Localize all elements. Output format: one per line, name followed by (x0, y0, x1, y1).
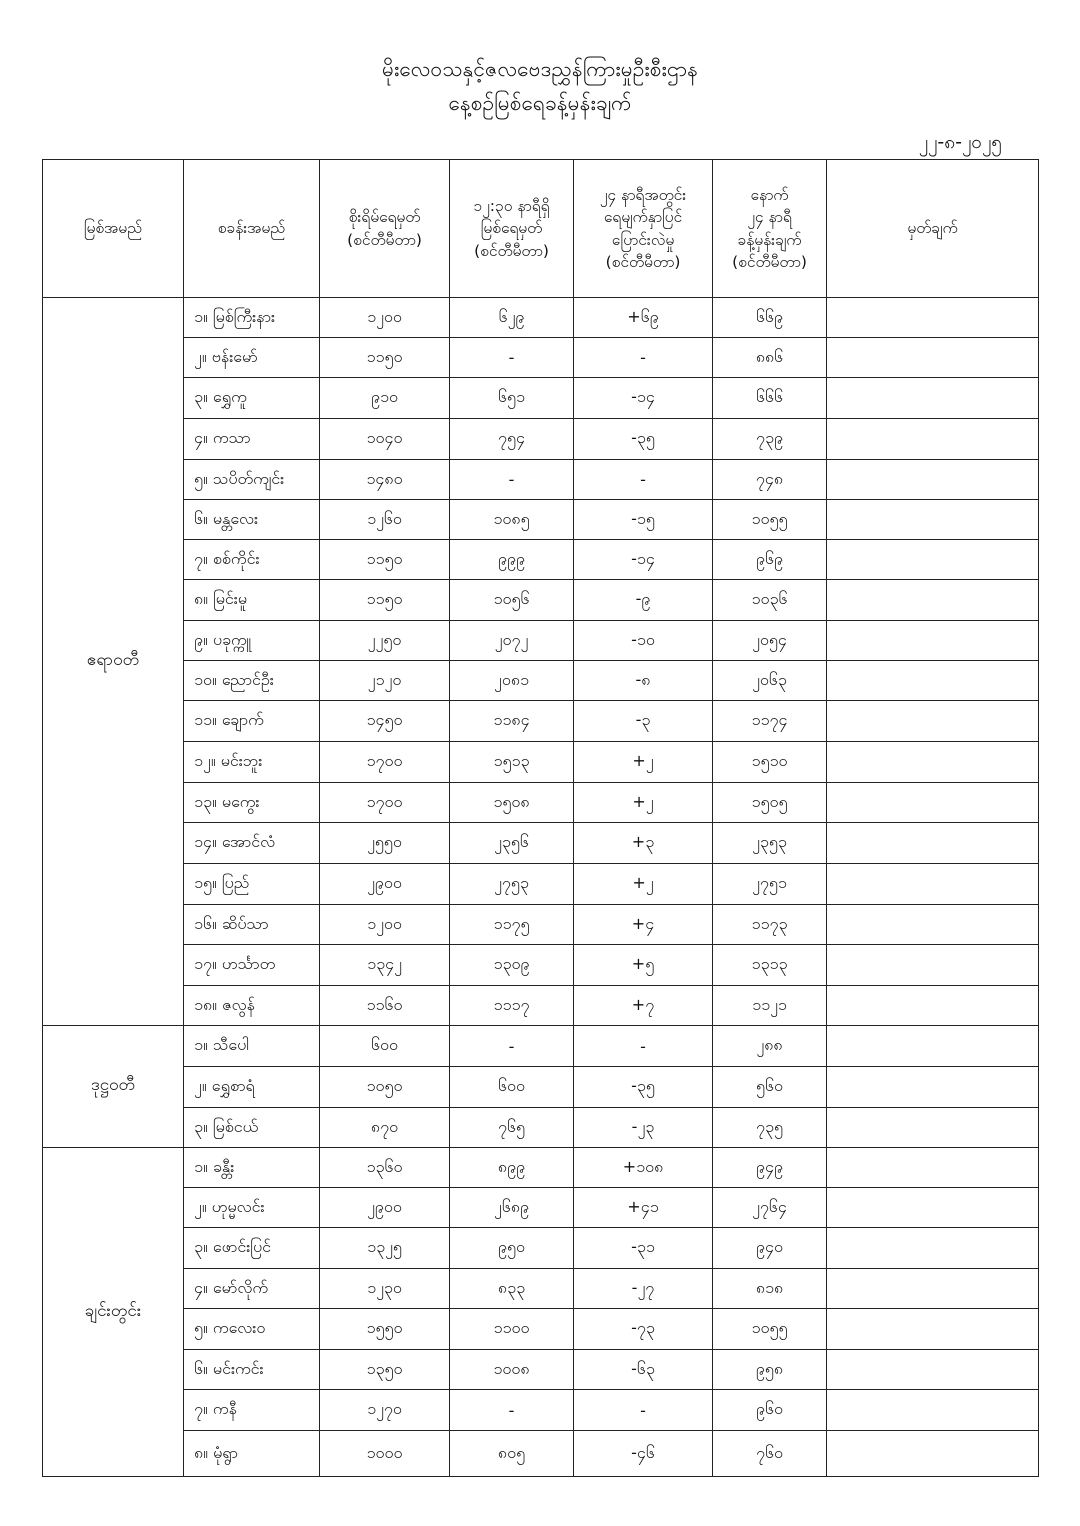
danger-level-cell: ၈၇၀ (320, 1108, 450, 1148)
current-level-cell: ၁၁၈၄ (450, 701, 574, 742)
danger-level-cell: ၂၁၂၀ (320, 661, 450, 701)
current-level-cell: ၇၆၅ (450, 1108, 574, 1148)
station-name-cell: ၉။ ပခုက္ကူ (184, 621, 320, 661)
current-level-cell: ၁၁၁၇ (450, 986, 574, 1026)
station-name-cell: ၁၃။ မကွေး (184, 783, 320, 823)
remarks-cell (827, 298, 1039, 338)
station-name-cell: ၁။ မြစ်ကြီးနား (184, 298, 320, 338)
col-river-header: မြစ်အမည် (43, 160, 184, 298)
header-row (43, 160, 1039, 298)
station-name-cell: ၁။ ခန္တီး (184, 1148, 320, 1188)
station-name-cell: ၃။ ရွှေကူ (184, 378, 320, 419)
danger-level-cell: ၁၁၅၀ (320, 580, 450, 621)
forecast-cell: ၅၆၀ (713, 1067, 827, 1108)
table-row (43, 945, 1039, 986)
current-level-cell: ၈၀၅ (450, 1431, 574, 1477)
current-level-cell: - (450, 1026, 574, 1067)
forecast-cell: ၈၈၆ (713, 338, 827, 378)
level-change-cell: -၂၇ (574, 1269, 713, 1309)
table-row (43, 905, 1039, 945)
danger-level-cell: ၁၄၈၀ (320, 460, 450, 500)
forecast-cell: ၂၃၅၃ (713, 823, 827, 864)
danger-level-cell: ၁၀၅၀ (320, 1067, 450, 1108)
forecast-cell: ၁၀၅၅ (713, 1309, 827, 1350)
level-change-cell: +၅ (574, 945, 713, 986)
remarks-cell (827, 1228, 1039, 1269)
remarks-cell (827, 1026, 1039, 1067)
current-level-cell: ၈၃၃ (450, 1269, 574, 1309)
danger-level-cell: ၂၂၅၀ (320, 621, 450, 661)
table-row (43, 580, 1039, 621)
col-forecast-header: နောက် ၂၄ နာရီ ခန့်မှန်းချက် (စင်တီမီတာ) (713, 160, 827, 298)
forecast-cell: ၉၄၉ (713, 1148, 827, 1188)
table-row (43, 1148, 1039, 1188)
remarks-cell (827, 338, 1039, 378)
table-row (43, 1350, 1039, 1390)
level-change-cell: - (574, 338, 713, 378)
remarks-cell (827, 378, 1039, 419)
table-row (43, 1188, 1039, 1228)
forecast-table (42, 159, 1039, 1477)
table-row (43, 1390, 1039, 1431)
danger-level-cell: ၆၀၀ (320, 1026, 450, 1067)
forecast-cell: ၁၀၃၆ (713, 580, 827, 621)
table-row (43, 540, 1039, 580)
remarks-cell (827, 1350, 1039, 1390)
page-subtitle: နေ့စဉ်မြစ်ရေခန့်မှန်းချက် (448, 91, 632, 115)
current-level-cell: ၂၃၅၆ (450, 823, 574, 864)
danger-level-cell: ၁၀၄၀ (320, 419, 450, 460)
level-change-cell: -၁၅ (574, 500, 713, 540)
forecast-cell: ၁၁၇၄ (713, 701, 827, 742)
remarks-cell (827, 864, 1039, 905)
forecast-cell: ၂၇၅၁ (713, 864, 827, 905)
table-body (43, 298, 1039, 1477)
current-level-cell: ၁၃၀၉ (450, 945, 574, 986)
danger-level-cell: ၁၇၀၀ (320, 783, 450, 823)
forecast-cell: ၈၁၈ (713, 1269, 827, 1309)
level-change-cell: -၃၅ (574, 1067, 713, 1108)
current-level-cell: ၁၀၈၅ (450, 500, 574, 540)
table-row (43, 701, 1039, 742)
station-name-cell: ၁၁။ ချောက် (184, 701, 320, 742)
forecast-cell: ၉၅၈ (713, 1350, 827, 1390)
current-level-cell: ၁၀၅၆ (450, 580, 574, 621)
level-change-cell: - (574, 1026, 713, 1067)
remarks-cell (827, 1188, 1039, 1228)
danger-level-cell: ၁၅၅၀ (320, 1309, 450, 1350)
forecast-cell: ၉၆၀ (713, 1390, 827, 1431)
current-level-cell: - (450, 460, 574, 500)
level-change-cell: +၂ (574, 864, 713, 905)
forecast-cell: ၁၅၀၅ (713, 783, 827, 823)
danger-level-cell: ၁၁၆၀ (320, 986, 450, 1026)
col-change-header: ၂၄ နာရီအတွင်း ရေမျက်နှာပြင် ပြောင်းလဲမှု (စင်တီမီတာ) (574, 160, 713, 298)
table-row (43, 986, 1039, 1026)
forecast-cell: ၇၃၉ (713, 419, 827, 460)
danger-level-cell: ၁၁၅၀ (320, 540, 450, 580)
river-name-cell: ဒုဋ္ဌဝတီ (43, 1026, 184, 1148)
danger-level-cell: ၉၁၀ (320, 378, 450, 419)
remarks-cell (827, 1148, 1039, 1188)
col-remarks-header: မှတ်ချက် (827, 160, 1039, 298)
current-level-cell: ၂၀၇၂ (450, 621, 574, 661)
station-name-cell: ၇။ ကနီ (184, 1390, 320, 1431)
forecast-cell: ၁၁၇၃ (713, 905, 827, 945)
level-change-cell: +၄ (574, 905, 713, 945)
col-station-header: စခန်းအမည် (184, 160, 320, 298)
level-change-cell: +၃ (574, 823, 713, 864)
current-level-cell: ၁၅၁၃ (450, 742, 574, 783)
remarks-cell (827, 661, 1039, 701)
forecast-cell: ၁၁၂၁ (713, 986, 827, 1026)
current-level-cell: ၂၇၅၃ (450, 864, 574, 905)
remarks-cell (827, 419, 1039, 460)
level-change-cell: -၆၃ (574, 1350, 713, 1390)
danger-level-cell: ၁၂၀၀ (320, 905, 450, 945)
current-level-cell: ၈၉၉ (450, 1148, 574, 1188)
level-change-cell: -၁၄ (574, 378, 713, 419)
level-change-cell: - (574, 460, 713, 500)
station-name-cell: ၅။ သပိတ်ကျင်း (184, 460, 320, 500)
remarks-cell (827, 1309, 1039, 1350)
forecast-cell: ၆၆၆ (713, 378, 827, 419)
current-level-cell: - (450, 1390, 574, 1431)
table-row (43, 661, 1039, 701)
col-current-level-header: ၁၂:၃၀ နာရီရှိ မြစ်ရေမှတ် (စင်တီမီတာ) (450, 160, 574, 298)
danger-level-cell: ၁၇၀၀ (320, 742, 450, 783)
station-name-cell: ၅။ ကလေးဝ (184, 1309, 320, 1350)
current-level-cell: ၇၅၄ (450, 419, 574, 460)
table-row (43, 1067, 1039, 1108)
remarks-cell (827, 945, 1039, 986)
level-change-cell: -၃၅ (574, 419, 713, 460)
level-change-cell: +၄၁ (574, 1188, 713, 1228)
station-name-cell: ၂။ ဗန်းမော် (184, 338, 320, 378)
remarks-cell (827, 500, 1039, 540)
remarks-cell (827, 1431, 1039, 1477)
remarks-cell (827, 742, 1039, 783)
danger-level-cell: ၁၃၅၀ (320, 1350, 450, 1390)
table-row (43, 783, 1039, 823)
remarks-cell (827, 1067, 1039, 1108)
page-title: မိုးလေဝသနှင့်ဇလဗေဒညွှန်ကြားမှုဦးစီးဌာန (381, 57, 699, 81)
danger-level-cell: ၂၉၀၀ (320, 1188, 450, 1228)
level-change-cell: -၂၃ (574, 1108, 713, 1148)
remarks-cell (827, 986, 1039, 1026)
level-change-cell: +၁၀၈ (574, 1148, 713, 1188)
station-name-cell: ၁၀။ ညောင်ဦး (184, 661, 320, 701)
remarks-cell (827, 580, 1039, 621)
remarks-cell (827, 783, 1039, 823)
danger-level-cell: ၁၂၇၀ (320, 1390, 450, 1431)
current-level-cell: ၆၂၉ (450, 298, 574, 338)
danger-level-cell: ၂၉၀၀ (320, 864, 450, 905)
current-level-cell: ၉၉၉ (450, 540, 574, 580)
station-name-cell: ၁၇။ ဟင်္သာတ (184, 945, 320, 986)
current-level-cell: ၂၀၈၁ (450, 661, 574, 701)
station-name-cell: ၂။ ဟုမ္မလင်း (184, 1188, 320, 1228)
table-row (43, 823, 1039, 864)
col-danger-level-header: စိုးရိမ်ရေမှတ် (စင်တီမီတာ) (320, 160, 450, 298)
table-row (43, 1269, 1039, 1309)
danger-level-cell: ၁၂၀၀ (320, 298, 450, 338)
forecast-cell: ၉၆၉ (713, 540, 827, 580)
station-name-cell: ၁၄။ အောင်လံ (184, 823, 320, 864)
level-change-cell: -၈ (574, 661, 713, 701)
remarks-cell (827, 823, 1039, 864)
level-change-cell: -၇၃ (574, 1309, 713, 1350)
current-level-cell: ၉၅၀ (450, 1228, 574, 1269)
remarks-cell (827, 701, 1039, 742)
forecast-cell: ၇၄၈ (713, 460, 827, 500)
station-name-cell: ၈။ မုံရွာ (184, 1431, 320, 1477)
level-change-cell: - (574, 1390, 713, 1431)
current-level-cell: ၁၁၀၀ (450, 1309, 574, 1350)
forecast-cell: ၂၈၈ (713, 1026, 827, 1067)
remarks-cell (827, 540, 1039, 580)
forecast-cell: ၇၃၅ (713, 1108, 827, 1148)
station-name-cell: ၂။ ရွှေစာရံ (184, 1067, 320, 1108)
table-row (43, 1228, 1039, 1269)
forecast-cell: ၁၅၁၀ (713, 742, 827, 783)
current-level-cell: ၁၁၇၅ (450, 905, 574, 945)
current-level-cell: ၆၀၀ (450, 1067, 574, 1108)
river-name-cell: ချင်းတွင်း (43, 1148, 184, 1477)
table-row (43, 378, 1039, 419)
forecast-cell: ၉၄၀ (713, 1228, 827, 1269)
station-name-cell: ၇။ စစ်ကိုင်း (184, 540, 320, 580)
table-row (43, 1431, 1039, 1477)
level-change-cell: -၁၀ (574, 621, 713, 661)
river-name-cell: ဧရာဝတီ (43, 298, 184, 1026)
table-row (43, 419, 1039, 460)
remarks-cell (827, 1108, 1039, 1148)
danger-level-cell: ၂၅၅၀ (320, 823, 450, 864)
remarks-cell (827, 905, 1039, 945)
table-row (43, 1309, 1039, 1350)
level-change-cell: -၉ (574, 580, 713, 621)
table-row (43, 338, 1039, 378)
level-change-cell: -၄၆ (574, 1431, 713, 1477)
table-row (43, 1108, 1039, 1148)
forecast-cell: ၇၆၀ (713, 1431, 827, 1477)
forecast-cell: ၆၆၉ (713, 298, 827, 338)
remarks-cell (827, 1269, 1039, 1309)
danger-level-cell: ၁၃၆၀ (320, 1148, 450, 1188)
station-name-cell: ၁၂။ မင်းဘူး (184, 742, 320, 783)
danger-level-cell: ၁၂၆၀ (320, 500, 450, 540)
remarks-cell (827, 460, 1039, 500)
station-name-cell: ၈။ မြင်းမူ (184, 580, 320, 621)
table-row (43, 864, 1039, 905)
level-change-cell: +၂ (574, 742, 713, 783)
table-row (43, 460, 1039, 500)
current-level-cell: ၁၅၀၈ (450, 783, 574, 823)
table-row (43, 298, 1039, 338)
station-name-cell: ၆။ မန္တလေး (184, 500, 320, 540)
table-row (43, 1026, 1039, 1067)
level-change-cell: +၇ (574, 986, 713, 1026)
level-change-cell: +၂ (574, 783, 713, 823)
remarks-cell (827, 621, 1039, 661)
danger-level-cell: ၁၁၅၀ (320, 338, 450, 378)
forecast-cell: ၁၀၅၅ (713, 500, 827, 540)
danger-level-cell: ၁၀၀၀ (320, 1431, 450, 1477)
danger-level-cell: ၁၃၂၅ (320, 1228, 450, 1269)
station-name-cell: ၃။ မြစ်ငယ် (184, 1108, 320, 1148)
station-name-cell: ၄။ ကသာ (184, 419, 320, 460)
station-name-cell: ၄။ မော်လိုက် (184, 1269, 320, 1309)
station-name-cell: ၁။ သီပေါ (184, 1026, 320, 1067)
station-name-cell: ၁၅။ ပြည် (184, 864, 320, 905)
danger-level-cell: ၁၄၅၀ (320, 701, 450, 742)
table-row (43, 742, 1039, 783)
station-name-cell: ၃။ ဖောင်းပြင် (184, 1228, 320, 1269)
level-change-cell: +၆၉ (574, 298, 713, 338)
current-level-cell: - (450, 338, 574, 378)
forecast-cell: ၂၇၆၄ (713, 1188, 827, 1228)
current-level-cell: ၆၅၁ (450, 378, 574, 419)
remarks-cell (827, 1390, 1039, 1431)
report-date: ၂၂-၈-၂၀၂၅ (918, 131, 1002, 153)
current-level-cell: ၁၀၀၈ (450, 1350, 574, 1390)
station-name-cell: ၁၆။ ဆိပ်သာ (184, 905, 320, 945)
station-name-cell: ၁၈။ ဇလွန် (184, 986, 320, 1026)
station-name-cell: ၆။ မင်းကင်း (184, 1350, 320, 1390)
table-row (43, 621, 1039, 661)
forecast-cell: ၂၀၅၄ (713, 621, 827, 661)
table-row (43, 500, 1039, 540)
danger-level-cell: ၁၂၃၀ (320, 1269, 450, 1309)
forecast-cell: ၁၃၁၃ (713, 945, 827, 986)
danger-level-cell: ၁၃၄၂ (320, 945, 450, 986)
level-change-cell: -၁၄ (574, 540, 713, 580)
forecast-cell: ၂၀၆၃ (713, 661, 827, 701)
current-level-cell: ၂၆၈၉ (450, 1188, 574, 1228)
level-change-cell: -၃ (574, 701, 713, 742)
level-change-cell: -၃၁ (574, 1228, 713, 1269)
